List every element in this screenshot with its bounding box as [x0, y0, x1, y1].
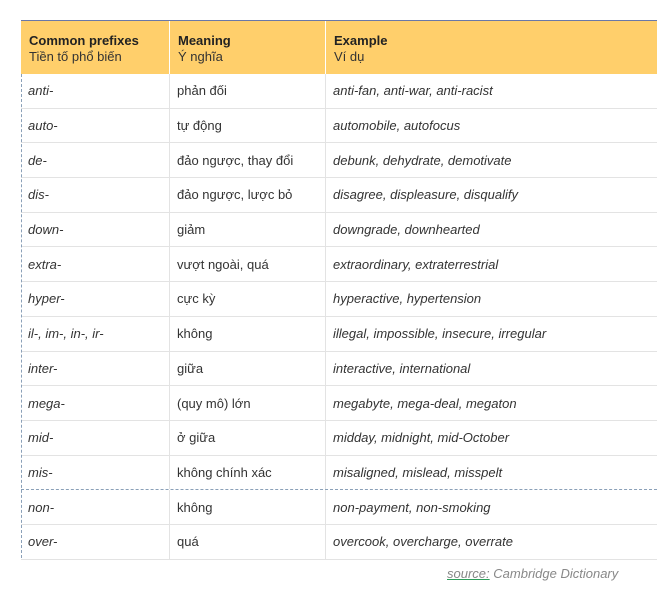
header-example-en: Example: [334, 33, 388, 48]
source-text: Cambridge Dictionary: [493, 566, 619, 581]
table-header: [21, 21, 657, 74]
table-row: [21, 143, 657, 178]
prefix-cell: dis-: [21, 178, 170, 212]
prefix-cell: non-: [21, 490, 170, 524]
prefix-cell: il-, im-, in-, ir-: [21, 317, 170, 351]
meaning-cell: ở giữa: [170, 421, 326, 455]
example-cell: disagree, displeasure, disqualify: [333, 187, 518, 203]
prefix-table: [21, 20, 657, 560]
table-row: [21, 247, 657, 282]
example-cell: illegal, impossible, insecure, irregular: [333, 326, 547, 342]
table-row: [21, 490, 657, 525]
prefix-cell: mis-: [21, 456, 170, 490]
header-prefixes-en: Common prefixes: [29, 33, 139, 48]
prefix-cell: mega-: [21, 386, 170, 420]
source-note: [447, 566, 618, 581]
header-meaning: [170, 21, 326, 74]
prefix-cell: hyper-: [21, 282, 170, 316]
header-prefixes: [21, 21, 170, 74]
example-cell: hyperactive, hypertension: [333, 291, 482, 307]
table-row: [21, 456, 657, 491]
example-cell: extraordinary, extraterrestrial: [333, 256, 499, 272]
meaning-cell: tự động: [170, 109, 326, 143]
prefix-cell: extra-: [21, 247, 170, 281]
prefix-cell: auto-: [21, 109, 170, 143]
meaning-cell: giảm: [170, 213, 326, 247]
example-cell: non-payment, non-smoking: [333, 499, 491, 515]
table-row: [21, 352, 657, 387]
prefix-cell: anti-: [21, 74, 170, 108]
table-row: [21, 213, 657, 248]
example-cell: anti-fan, anti-war, anti-racist: [333, 83, 493, 99]
table-row: [21, 525, 657, 560]
table-row: [21, 178, 657, 213]
table-row: [21, 317, 657, 352]
table-row: [21, 386, 657, 421]
table-row: [21, 109, 657, 144]
example-cell: misaligned, mislead, misspelt: [333, 464, 503, 480]
meaning-cell: cực kỳ: [170, 282, 326, 316]
meaning-cell: quá: [170, 525, 326, 559]
meaning-cell: đảo ngược, thay đổi: [170, 143, 326, 177]
meaning-cell: vượt ngoài, quá: [170, 247, 326, 281]
header-example-vi: Ví dụ: [334, 49, 365, 64]
prefix-cell: inter-: [21, 352, 170, 386]
table-row: [21, 282, 657, 317]
meaning-cell: đảo ngược, lược bỏ: [170, 178, 326, 212]
source-label[interactable]: source:: [447, 566, 490, 581]
header-prefixes-vi: Tiền tố phổ biến: [29, 49, 122, 64]
table-row: [21, 74, 657, 109]
header-meaning-vi: Ý nghĩa: [178, 49, 223, 64]
example-cell: overcook, overcharge, overrate: [333, 534, 513, 550]
header-meaning-en: Meaning: [178, 33, 231, 48]
table-row: [21, 421, 657, 456]
example-cell: debunk, dehydrate, demotivate: [333, 152, 512, 168]
meaning-cell: (quy mô) lớn: [170, 386, 326, 420]
example-cell: megabyte, mega-deal, megaton: [333, 395, 517, 411]
example-cell: downgrade, downhearted: [333, 222, 480, 238]
meaning-cell: giữa: [170, 352, 326, 386]
prefix-cell: de-: [21, 143, 170, 177]
prefix-cell: down-: [21, 213, 170, 247]
meaning-cell: phản đối: [170, 74, 326, 108]
prefix-cell: mid-: [21, 421, 170, 455]
meaning-cell: không: [170, 317, 326, 351]
meaning-cell: không chính xác: [170, 456, 326, 490]
example-cell: automobile, autofocus: [333, 118, 461, 134]
example-cell: interactive, international: [333, 360, 471, 376]
table-left-border: [21, 74, 22, 558]
prefix-cell: over-: [21, 525, 170, 559]
header-example: [326, 21, 657, 74]
example-cell: midday, midnight, mid-October: [333, 430, 510, 446]
meaning-cell: không: [170, 490, 326, 524]
